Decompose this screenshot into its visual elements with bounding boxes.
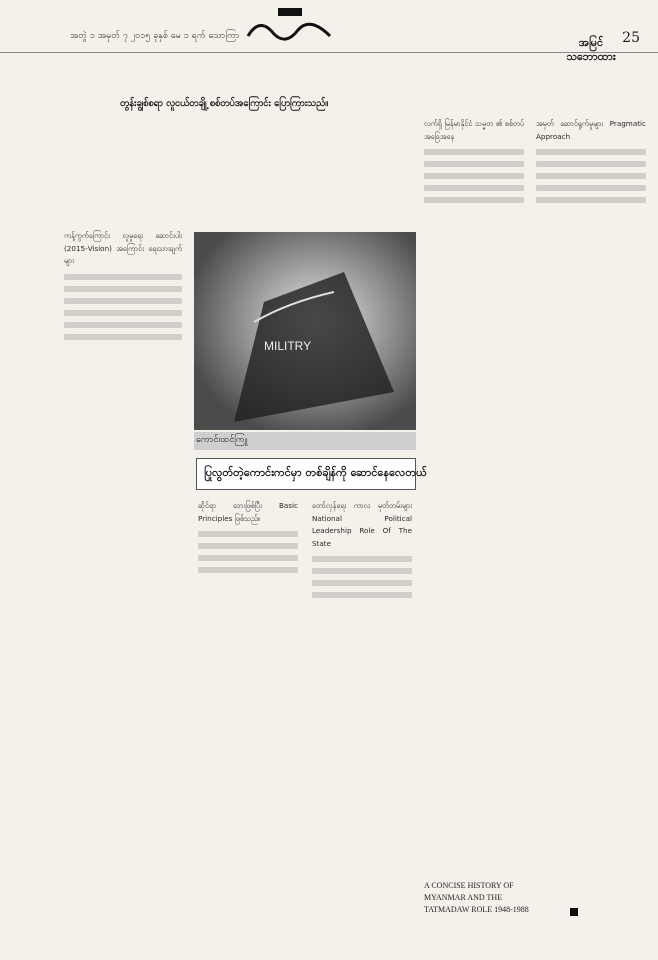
end-mark [570,908,578,916]
article-column-2 [198,500,298,579]
issue-line: အတွဲ ၁ အမှတ် ၇ ၂၀၁၅ ခုနှစ် မေ ၁ ရက် သောကြာ [70,31,240,41]
article-column-4 [424,118,524,209]
column-2-text: ဆိုင်ရာ ဘေးဖြစ်ပြီး Basic Principles ဖြစ်သည်။ [198,501,298,523]
caption-name: ကောင်းထင်ကြူ [196,435,248,445]
column-3-text: တော်လှန်ရေး ကာလ မှတ်တမ်းများ National Political Leadership Role Of The State [312,501,412,548]
page-number: 25 [622,30,640,46]
article-column-1 [64,230,182,346]
column-4-text: လက်ရှိ မြန်မာနိုင်ငံ သမ္မတ ၏ စစ်တပ် အခြေအနေ [424,119,524,141]
photo-tag: MILITRY [264,339,312,353]
military-photo [194,232,416,430]
lead-paragraph: တွန်းချွစ်စရာ လူငယ်တချို့ စစ်တပ်အကြောင်း ပြောကြားသည်။ [120,98,329,109]
magazine-logo [240,6,340,48]
column-5-text: အမှတ် ဆောင်ရွက်မှုများ Pragmatic Approach [536,119,646,141]
column-1-text: ကန့်ကွက်ကြောင်း လူမှုရေး ဆောင်းပါး (2015-Vision) အကြောင်း ရေးသားချက်များ [64,231,182,266]
article-column-3 [312,500,412,604]
article-column-5 [536,118,646,209]
headline: ပြုလွတ်တဲ့ကောင်းကင်မှာ တစ်ချိန်ကို ဆောင်နေလေတယ် [204,466,427,479]
section-logo: အမြင် သဘောထား [566,36,616,63]
reference-title: A CONCISE HISTORY OF MYANMAR AND THE TATMADAW ROLE 1948-1988 [424,881,529,914]
